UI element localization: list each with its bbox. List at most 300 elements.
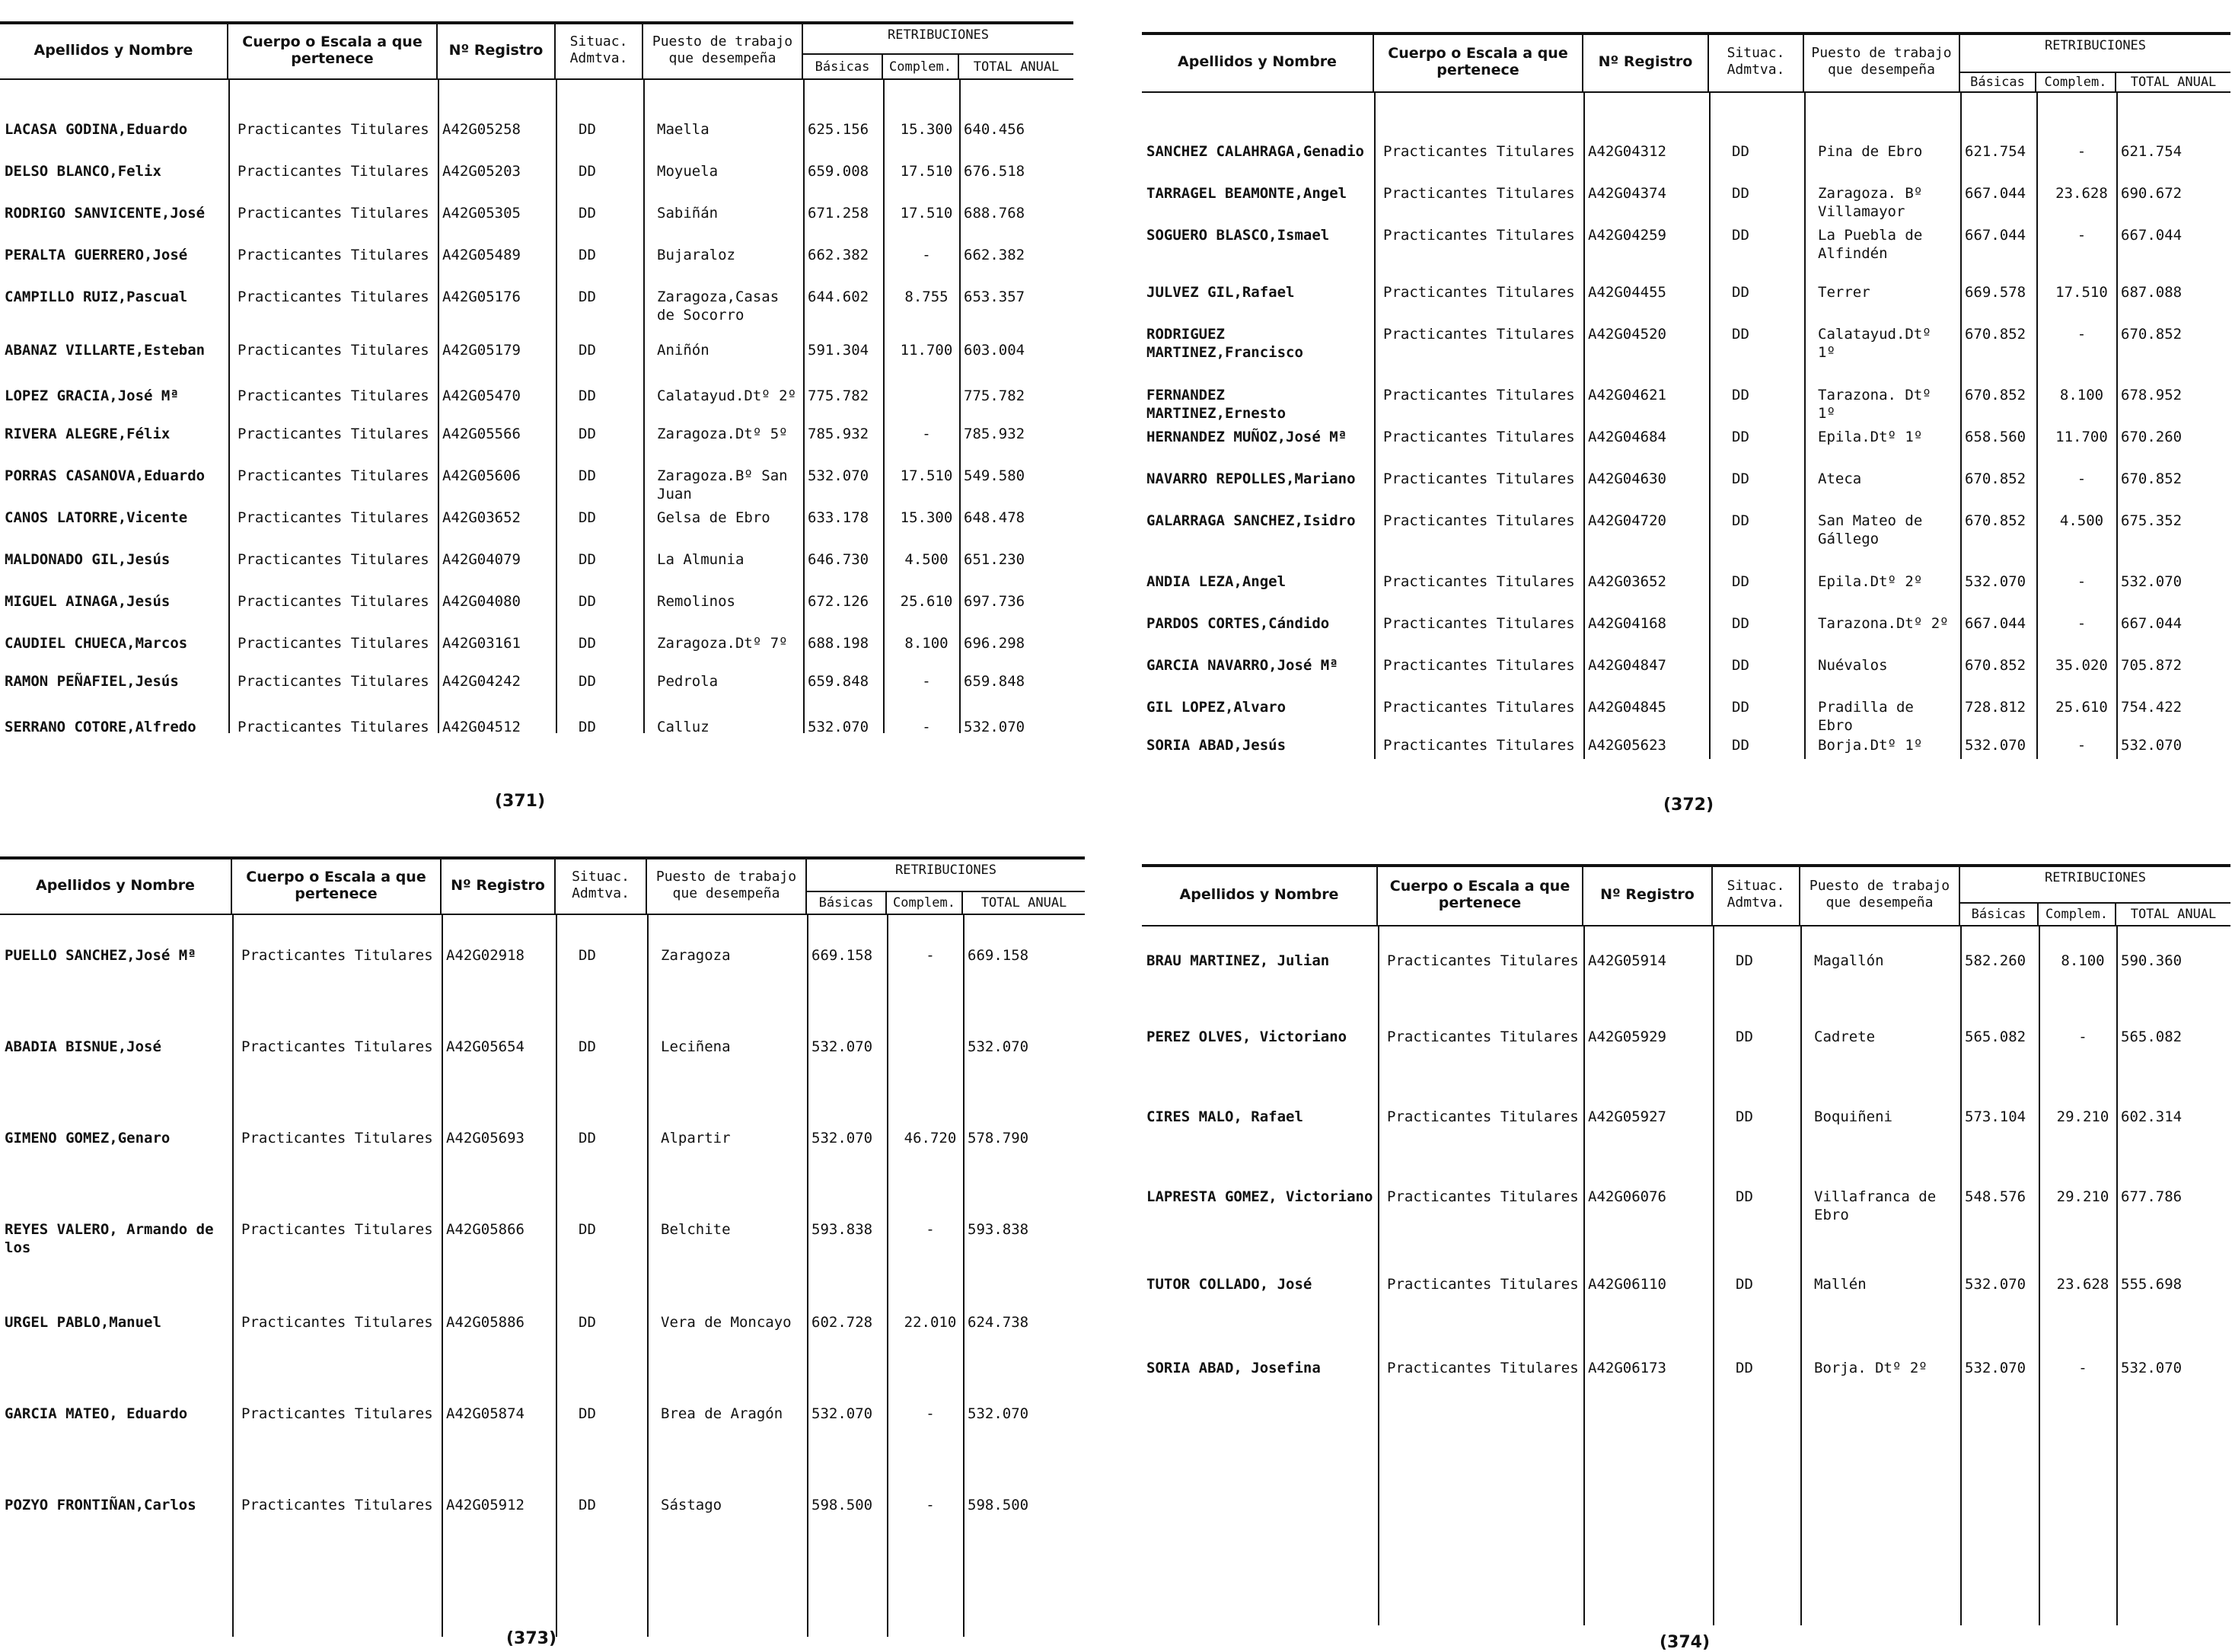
basicas-cell: 548.576 — [1965, 1188, 2026, 1205]
name-cell: JULVEZ GIL,Rafael — [1146, 284, 1295, 301]
basicas-cell: 659.008 — [808, 163, 869, 180]
header-puesto: Puesto de trabajo que desempeña — [647, 856, 807, 914]
cuerpo-cell: Practicantes Titulares — [238, 467, 429, 484]
registro-cell: A42G05927 — [1588, 1108, 1666, 1125]
name-cell: GARCIA NAVARRO,José Mª — [1146, 657, 1338, 674]
complem-cell: 46.720 — [904, 1130, 957, 1147]
header-retribuciones: RETRIBUCIONES — [2044, 870, 2147, 885]
cuerpo-cell: Practicantes Titulares — [241, 1497, 433, 1513]
header-cuerpo: Cuerpo o Escala a que pertenece — [228, 21, 438, 78]
name-cell: PORRAS CASANOVA,Eduardo — [5, 467, 206, 484]
header-total: TOTAL ANUAL — [963, 891, 1085, 914]
puesto-cell: Zaragoza. Bº Villamayor — [1818, 185, 1923, 220]
basicas-cell: 532.070 — [811, 1038, 873, 1055]
table-row — [0, 341, 1073, 379]
registro-cell: A42G03652 — [442, 509, 521, 526]
table-row — [0, 509, 1073, 547]
total-cell: 624.738 — [968, 1314, 1029, 1331]
table-row — [1142, 614, 2230, 652]
puesto-cell: Tarazona.Dtº 2º — [1818, 615, 1949, 632]
table-row — [1142, 1275, 2230, 1313]
puesto-cell: Mallén — [1814, 1276, 1867, 1293]
name-cell: CANOS LATORRE,Vicente — [5, 509, 188, 526]
complem-cell: 8.755 — [904, 289, 949, 305]
name-cell: SERRANO COTORE,Alfredo — [5, 719, 196, 735]
situacion-cell: DD — [579, 593, 596, 610]
puesto-cell: Moyuela — [657, 163, 719, 180]
header-cuerpo: Cuerpo o Escala a que pertenece — [1374, 32, 1583, 91]
name-cell: LOPEZ GRACIA,José Mª — [5, 387, 179, 404]
registro-cell: A42G05606 — [442, 467, 521, 484]
name-cell: MIGUEL AINAGA,Jesús — [5, 593, 171, 610]
cuerpo-cell: Practicantes Titulares — [241, 1405, 433, 1422]
complem-cell: - — [2077, 573, 2087, 590]
complem-cell: - — [2078, 1029, 2087, 1045]
complem-cell: - — [2077, 615, 2087, 632]
basicas-cell: 532.070 — [1965, 573, 2026, 590]
table-row — [1142, 512, 2230, 550]
registro-cell: A42G05886 — [446, 1314, 525, 1331]
cuerpo-cell: Practicantes Titulares — [1383, 699, 1575, 716]
name-cell: RODRIGO SANVICENTE,José — [5, 205, 206, 222]
situacion-cell: DD — [1732, 227, 1749, 244]
cuerpo-cell: Practicantes Titulares — [238, 719, 429, 735]
header-rule — [0, 914, 1085, 915]
header-registro: Nº Registro — [442, 856, 556, 914]
complem-cell: - — [926, 947, 935, 964]
situacion-cell: DD — [1732, 512, 1749, 529]
table-row — [0, 672, 1073, 710]
basicas-cell: 669.578 — [1965, 284, 2026, 301]
basicas-cell: 672.126 — [808, 593, 869, 610]
total-cell: 640.456 — [964, 121, 1025, 138]
cuerpo-cell: Practicantes Titulares — [1387, 1029, 1579, 1045]
registro-cell: A42G05929 — [1588, 1029, 1666, 1045]
table-row — [1142, 656, 2230, 694]
cuerpo-cell: Practicantes Titulares — [238, 426, 429, 442]
name-cell: ABADIA BISNUE,José — [5, 1038, 161, 1055]
puesto-cell: Pina de Ebro — [1818, 143, 1923, 160]
header-complem: Complem. — [2039, 902, 2116, 925]
complem-cell: - — [922, 673, 931, 690]
registro-cell: A42G04168 — [1588, 615, 1666, 632]
cuerpo-cell: Practicantes Titulares — [1387, 1276, 1579, 1293]
basicas-cell: 582.260 — [1965, 952, 2026, 969]
basicas-cell: 532.070 — [808, 467, 869, 484]
table-row — [1142, 1359, 2230, 1397]
registro-cell: A42G04630 — [1588, 470, 1666, 487]
total-cell: 687.088 — [2121, 284, 2183, 301]
basicas-cell: 532.070 — [1965, 737, 2026, 754]
cuerpo-cell: Practicantes Titulares — [238, 387, 429, 404]
table-row — [0, 946, 1085, 984]
cuerpo-cell: Practicantes Titulares — [1383, 227, 1575, 244]
situacion-cell: DD — [1732, 699, 1749, 716]
header-rule — [1142, 925, 2230, 926]
header-registro: Nº Registro — [1583, 864, 1713, 925]
table-row — [1142, 572, 2230, 611]
total-cell: 603.004 — [964, 342, 1025, 359]
cuerpo-cell: Practicantes Titulares — [241, 1221, 433, 1238]
total-cell: 593.838 — [968, 1221, 1029, 1238]
situacion-cell: DD — [1736, 952, 1753, 969]
puesto-cell: Ateca — [1818, 470, 1862, 487]
table-page-371 — [0, 21, 1073, 741]
total-cell: 675.352 — [2121, 512, 2183, 529]
name-cell: DELSO BLANCO,Felix — [5, 163, 161, 180]
complem-cell: - — [2077, 737, 2087, 754]
situacion-cell: DD — [579, 1130, 596, 1147]
cuerpo-cell: Practicantes Titulares — [1383, 429, 1575, 445]
complem-cell: 22.010 — [904, 1314, 957, 1331]
total-cell: 677.786 — [2121, 1188, 2183, 1205]
registro-cell: A42G05654 — [446, 1038, 525, 1055]
name-cell: GIMENO GOMEZ,Genaro — [5, 1130, 171, 1147]
table-row — [0, 288, 1073, 326]
puesto-cell: Aniñón — [657, 342, 709, 359]
registro-cell: A42G06110 — [1588, 1276, 1666, 1293]
puesto-cell: Brea de Aragón — [661, 1405, 783, 1422]
cuerpo-cell: Practicantes Titulares — [1387, 1108, 1579, 1125]
page-number: (372) — [1663, 796, 1714, 815]
header-situacion: Situac. Admtva. — [556, 856, 647, 914]
basicas-cell: 667.044 — [1965, 615, 2026, 632]
total-cell: 688.768 — [964, 205, 1025, 222]
complem-cell: - — [2077, 143, 2087, 160]
situacion-cell: DD — [579, 1497, 596, 1513]
basicas-cell: 670.852 — [1965, 326, 2026, 343]
puesto-cell: Bujaraloz — [657, 247, 735, 263]
basicas-cell: 591.304 — [808, 342, 869, 359]
total-cell: 690.672 — [2121, 185, 2183, 202]
header-retribuciones: RETRIBUCIONES — [894, 863, 997, 878]
basicas-cell: 633.178 — [808, 509, 869, 526]
name-cell: PERALTA GUERRERO,José — [5, 247, 188, 263]
name-cell: POZYO FRONTIÑAN,Carlos — [5, 1497, 196, 1513]
basicas-cell: 662.382 — [808, 247, 869, 263]
situacion-cell: DD — [579, 163, 596, 180]
basicas-cell: 658.560 — [1965, 429, 2026, 445]
table-row — [1142, 142, 2230, 180]
complem-cell: 11.700 — [900, 342, 953, 359]
table-row — [1142, 1188, 2230, 1226]
header-basicas: Básicas — [1960, 72, 2036, 91]
situacion-cell: DD — [579, 635, 596, 652]
puesto-cell: Tarazona. Dtº 1º — [1818, 387, 1931, 422]
name-cell: NAVARRO REPOLLES,Mariano — [1146, 470, 1356, 487]
cuerpo-cell: Practicantes Titulares — [241, 947, 433, 964]
registro-cell: A42G05914 — [1588, 952, 1666, 969]
complem-cell: 15.300 — [900, 121, 953, 138]
header-situacion: Situac. Admtva. — [556, 21, 643, 78]
total-cell: 670.852 — [2121, 470, 2183, 487]
puesto-cell: Zaragoza,Casas de Socorro — [657, 289, 780, 324]
total-cell: 532.070 — [968, 1038, 1029, 1055]
header-situacion: Situac. Admtva. — [1709, 32, 1804, 91]
total-cell: 578.790 — [968, 1130, 1029, 1147]
complem-cell: 23.628 — [2055, 185, 2108, 202]
name-cell: LAPRESTA GOMEZ, Victoriano — [1146, 1188, 1373, 1205]
table-row — [1142, 470, 2230, 508]
situacion-cell: DD — [579, 509, 596, 526]
registro-cell: A42G05912 — [446, 1497, 525, 1513]
registro-cell: A42G04520 — [1588, 326, 1666, 343]
situacion-cell: DD — [1732, 657, 1749, 674]
name-cell: HERNANDEZ MUÑOZ,José Mª — [1146, 429, 1347, 445]
header-complem: Complem. — [2036, 72, 2116, 91]
table-page-373 — [0, 856, 1085, 1644]
basicas-cell: 667.044 — [1965, 185, 2026, 202]
name-cell: MALDONADO GIL,Jesús — [5, 551, 171, 568]
cuerpo-cell: Practicantes Titulares — [1383, 387, 1575, 403]
situacion-cell: DD — [1732, 185, 1749, 202]
header-total: TOTAL ANUAL — [959, 53, 1073, 78]
basicas-cell: 532.070 — [1965, 1360, 2026, 1376]
complem-cell: 35.020 — [2055, 657, 2108, 674]
name-cell: TUTOR COLLADO, José — [1146, 1276, 1312, 1293]
basicas-cell: 670.852 — [1965, 470, 2026, 487]
total-cell: 754.422 — [2121, 699, 2183, 716]
total-cell: 565.082 — [2121, 1029, 2183, 1045]
table-row — [0, 634, 1073, 672]
table-row — [0, 204, 1073, 242]
total-cell: 667.044 — [2121, 227, 2183, 244]
complem-cell: - — [922, 426, 931, 442]
registro-cell: A42G05176 — [442, 289, 521, 305]
registro-cell: A42G05566 — [442, 426, 521, 442]
header-name: Apellidos y Nombre — [1142, 864, 1378, 925]
total-cell: 549.580 — [964, 467, 1025, 484]
situacion-cell: DD — [1732, 470, 1749, 487]
puesto-cell: Sástago — [661, 1497, 722, 1513]
puesto-cell: Maella — [657, 121, 709, 138]
registro-cell: A42G04259 — [1588, 227, 1666, 244]
registro-cell: A42G04621 — [1588, 387, 1666, 403]
registro-cell: A42G04079 — [442, 551, 521, 568]
puesto-cell: Magallón — [1814, 952, 1884, 969]
basicas-cell: 532.070 — [811, 1130, 873, 1147]
complem-cell: 15.300 — [900, 509, 953, 526]
situacion-cell: DD — [579, 1038, 596, 1055]
puesto-cell: Villafranca de Ebro — [1814, 1188, 1937, 1223]
cuerpo-cell: Practicantes Titulares — [241, 1130, 433, 1147]
cuerpo-cell: Practicantes Titulares — [1383, 284, 1575, 301]
name-cell: GIL LOPEZ,Alvaro — [1146, 699, 1287, 716]
basicas-cell: 532.070 — [1965, 1276, 2026, 1293]
total-cell: 669.158 — [968, 947, 1029, 964]
header-puesto: Puesto de trabajo que desempeña — [1800, 864, 1960, 925]
name-cell: RIVERA ALEGRE,Félix — [5, 426, 171, 442]
cuerpo-cell: Practicantes Titulares — [1383, 326, 1575, 343]
cuerpo-cell: Practicantes Titulares — [1387, 952, 1579, 969]
table-row — [1142, 698, 2230, 736]
header-name: Apellidos y Nombre — [0, 21, 228, 78]
table-header — [1142, 32, 2230, 91]
complem-cell: - — [922, 247, 931, 263]
situacion-cell: DD — [1736, 1029, 1753, 1045]
registro-cell: A42G04684 — [1588, 429, 1666, 445]
header-retribuciones: RETRIBUCIONES — [2044, 38, 2147, 53]
cuerpo-cell: Practicantes Titulares — [1383, 185, 1575, 202]
header-basicas: Básicas — [803, 53, 883, 78]
basicas-cell: 728.812 — [1965, 699, 2026, 716]
table-header — [0, 21, 1073, 78]
name-cell: SORIA ABAD,Jesús — [1146, 737, 1287, 754]
basicas-cell: 532.070 — [811, 1405, 873, 1422]
situacion-cell: DD — [579, 947, 596, 964]
situacion-cell: DD — [579, 387, 596, 404]
cuerpo-cell: Practicantes Titulares — [1383, 470, 1575, 487]
name-cell: PUELLO SANCHEZ,José Mª — [5, 947, 196, 964]
basicas-cell: 670.852 — [1965, 387, 2026, 403]
puesto-cell: Leciñena — [661, 1038, 731, 1055]
table-row — [0, 120, 1073, 158]
basicas-cell: 598.500 — [811, 1497, 873, 1513]
header-complem: Complem. — [887, 891, 963, 914]
cuerpo-cell: Practicantes Titulares — [241, 1038, 433, 1055]
header-cuerpo: Cuerpo o Escala a que pertenece — [1378, 864, 1583, 925]
table-row — [0, 162, 1073, 200]
situacion-cell: DD — [579, 1405, 596, 1422]
name-cell: PARDOS CORTES,Cándido — [1146, 615, 1330, 632]
cuerpo-cell: Practicantes Titulares — [1383, 657, 1575, 674]
name-cell: URGEL PABLO,Manuel — [5, 1314, 161, 1331]
cuerpo-cell: Practicantes Titulares — [1383, 615, 1575, 632]
name-cell: SANCHEZ CALAHRAGA,Genadio — [1146, 143, 1364, 160]
table-row — [1142, 184, 2230, 222]
header-name: Apellidos y Nombre — [1142, 32, 1374, 91]
puesto-cell: Nuévalos — [1818, 657, 1888, 674]
header-puesto: Puesto de trabajo que desempeña — [1804, 32, 1960, 91]
complem-cell: 8.100 — [904, 635, 949, 652]
basicas-cell: 670.852 — [1965, 657, 2026, 674]
basicas-cell: 621.754 — [1965, 143, 2026, 160]
situacion-cell: DD — [579, 342, 596, 359]
registro-cell: A42G04455 — [1588, 284, 1666, 301]
cuerpo-cell: Practicantes Titulares — [1383, 143, 1575, 160]
page-number: (374) — [1660, 1633, 1711, 1652]
header-puesto: Puesto de trabajo que desempeña — [643, 21, 803, 78]
situacion-cell: DD — [1736, 1108, 1753, 1125]
puesto-cell: Zaragoza.Dtº 7º — [657, 635, 788, 652]
basicas-cell: 644.602 — [808, 289, 869, 305]
name-cell: SOGUERO BLASCO,Ismael — [1146, 227, 1330, 244]
table-row — [1142, 386, 2230, 424]
situacion-cell: DD — [1736, 1276, 1753, 1293]
registro-cell: A42G04845 — [1588, 699, 1666, 716]
puesto-cell: Epila.Dtº 1º — [1818, 429, 1923, 445]
basicas-cell: 593.838 — [811, 1221, 873, 1238]
situacion-cell: DD — [1732, 737, 1749, 754]
table-header — [0, 856, 1085, 914]
complem-cell: - — [2078, 1360, 2087, 1376]
situacion-cell: DD — [579, 205, 596, 222]
situacion-cell: DD — [1732, 284, 1749, 301]
situacion-cell: DD — [1732, 573, 1749, 590]
basicas-cell: 669.158 — [811, 947, 873, 964]
puesto-cell: Belchite — [661, 1221, 731, 1238]
situacion-cell: DD — [579, 289, 596, 305]
puesto-cell: Epila.Dtº 2º — [1818, 573, 1923, 590]
header-rule — [1142, 91, 2230, 93]
name-cell: CIRES MALO, Rafael — [1146, 1108, 1303, 1125]
total-cell: 648.478 — [964, 509, 1025, 526]
page-number: (371) — [495, 792, 546, 811]
situacion-cell: DD — [579, 719, 596, 735]
basicas-cell: 625.156 — [808, 121, 869, 138]
registro-cell: A42G05203 — [442, 163, 521, 180]
puesto-cell: Borja.Dtº 1º — [1818, 737, 1923, 754]
header-total: TOTAL ANUAL — [2116, 72, 2230, 91]
situacion-cell: DD — [1732, 143, 1749, 160]
header-retribuciones: RETRIBUCIONES — [887, 27, 990, 43]
registro-cell: A42G04312 — [1588, 143, 1666, 160]
complem-cell: - — [2077, 326, 2087, 343]
registro-cell: A42G04374 — [1588, 185, 1666, 202]
header-total: TOTAL ANUAL — [2116, 902, 2230, 925]
table-row — [0, 1038, 1085, 1076]
complem-cell: 25.610 — [900, 593, 953, 610]
puesto-cell: Alpartir — [661, 1130, 731, 1147]
table-row — [0, 1496, 1085, 1534]
name-cell: LACASA GODINA,Eduardo — [5, 121, 188, 138]
puesto-cell: Boquiñeni — [1814, 1108, 1892, 1125]
header-cuerpo: Cuerpo o Escala a que pertenece — [232, 856, 442, 914]
puesto-cell: Vera de Moncayo — [661, 1314, 792, 1331]
situacion-cell: DD — [1736, 1360, 1753, 1376]
total-cell: 676.518 — [964, 163, 1025, 180]
registro-cell: A42G06076 — [1588, 1188, 1666, 1205]
situacion-cell: DD — [1732, 615, 1749, 632]
basicas-cell: 659.848 — [808, 673, 869, 690]
complem-cell: 17.510 — [900, 163, 953, 180]
puesto-cell: Remolinos — [657, 593, 735, 610]
complem-cell: - — [926, 1221, 935, 1238]
name-cell: BRAU MARTINEZ, Julian — [1146, 952, 1330, 969]
table-row — [1142, 428, 2230, 466]
header-name: Apellidos y Nombre — [0, 856, 232, 914]
complem-cell: 23.628 — [2056, 1276, 2109, 1293]
situacion-cell: DD — [579, 673, 596, 690]
situacion-cell: DD — [1732, 387, 1749, 403]
puesto-cell: Zaragoza — [661, 947, 731, 964]
header-situacion: Situac. Admtva. — [1713, 864, 1800, 925]
basicas-cell: 670.852 — [1965, 512, 2026, 529]
table-row — [0, 246, 1073, 284]
basicas-cell: 785.932 — [808, 426, 869, 442]
table-row — [0, 425, 1073, 463]
complem-cell: 17.510 — [2055, 284, 2108, 301]
total-cell: 532.070 — [2121, 1360, 2183, 1376]
header-basicas: Básicas — [807, 891, 887, 914]
basicas-cell: 646.730 — [808, 551, 869, 568]
basicas-cell: 667.044 — [1965, 227, 2026, 244]
table-header — [1142, 864, 2230, 925]
cuerpo-cell: Practicantes Titulares — [241, 1314, 433, 1331]
registro-cell: A42G04847 — [1588, 657, 1666, 674]
total-cell: 705.872 — [2121, 657, 2183, 674]
registro-cell: A42G05179 — [442, 342, 521, 359]
total-cell: 590.360 — [2121, 952, 2183, 969]
total-cell: 667.044 — [2121, 615, 2183, 632]
name-cell: REYES VALERO, Armando de los — [5, 1221, 214, 1256]
header-registro: Nº Registro — [1583, 32, 1709, 91]
header-complem: Complem. — [883, 53, 959, 78]
complem-cell: - — [922, 719, 931, 735]
header-basicas: Básicas — [1960, 902, 2039, 925]
total-cell: 532.070 — [968, 1405, 1029, 1422]
complem-cell: 29.210 — [2056, 1188, 2109, 1205]
